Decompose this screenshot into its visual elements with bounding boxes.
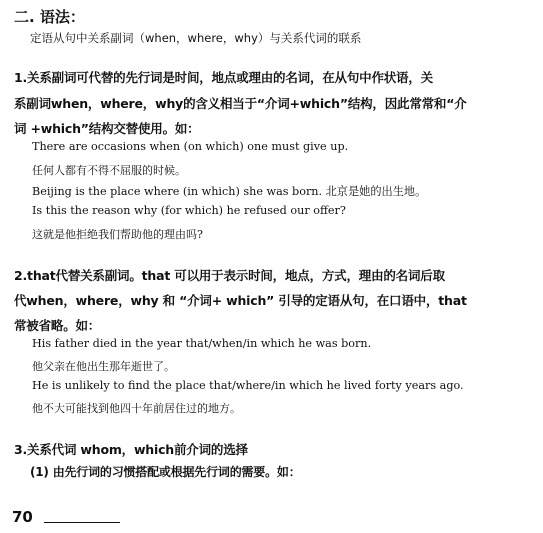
section-subtitle: 定语从句中关系副词（when，where，why）与关系代词的联系 (30, 31, 362, 45)
point3-line-1: 3.关系代词 whom，which前介词的选择 (14, 442, 248, 457)
point1-line-2: 系副词when，where，why的含义相当于“介词+which”结构，因此常常和“介 (14, 96, 467, 111)
point2-example-3: He is unlikely to find the place that/where/in which he lived forty years ago. (32, 379, 464, 392)
point2-line-2: 代when，where，why 和 “介词+ which” 引导的定语从句，在口语中，that (14, 293, 467, 308)
section-title: 二. 语法： (14, 8, 85, 26)
point1-example-3: Beijing is the place where (in which) she was born. 北京是她的出生地。 (32, 185, 427, 198)
point1-example-4: Is this the reason why (for which) he refused our offer? (32, 204, 346, 217)
point2-example-2: 他父亲在他出生那年逝世了。 (32, 360, 175, 373)
page-footer-rule (44, 522, 120, 523)
point3-line-2: (1) 由先行词的习惯搭配或根据先行词的需要。如： (30, 465, 301, 479)
page-number: 70 (12, 508, 33, 526)
point1-line-3: 词 +which”结构交替使用。如： (14, 121, 200, 136)
point1-example-1: There are occasions when (on which) one must give up. (32, 140, 349, 153)
point1-example-5: 这就是他拒绝我们帮助他的理由吗? (32, 228, 203, 241)
point2-example-4: 他不大可能找到他四十年前居住过的地方。 (32, 402, 241, 415)
point1-line-1: 1.关系副词可代替的先行词是时间，地点或理由的名词，在从句中作状语，关 (14, 70, 433, 85)
point2-line-3: 常被省略。如： (14, 318, 101, 333)
point2-example-1: His father died in the year that/when/in which he was born. (32, 337, 372, 350)
point2-line-1: 2.that代替关系副词。that 可以用于表示时间，地点，方式，理由的名词后取 (14, 268, 445, 283)
point1-example-2: 任何人都有不得不屈服的时候。 (32, 164, 186, 177)
